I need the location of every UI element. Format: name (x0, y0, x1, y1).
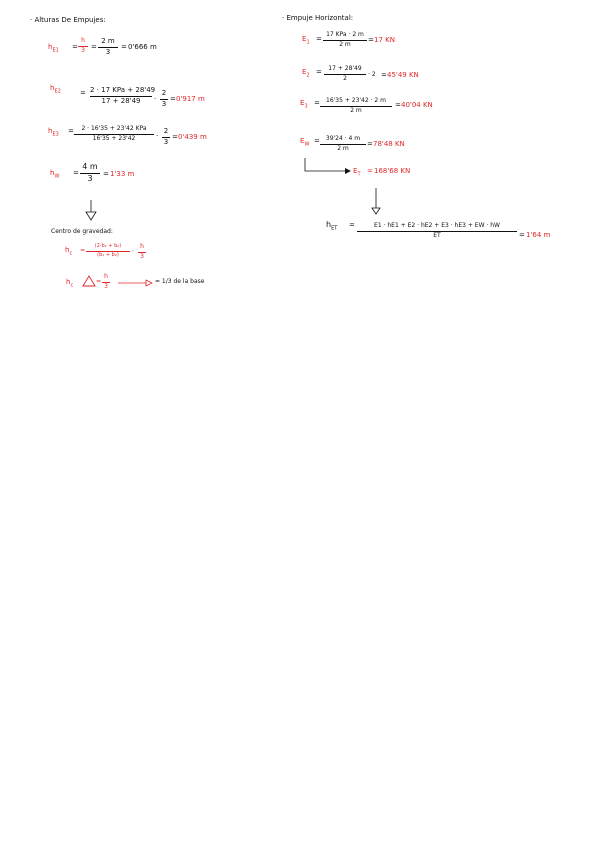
c1-frac (86, 244, 130, 258)
h1-frac-den: 3 (81, 46, 85, 54)
h3-frac2-num: 2 (163, 127, 169, 135)
c2-eq: = (96, 278, 102, 285)
e2-eq2: = (381, 71, 387, 79)
et-eq: = (367, 167, 373, 175)
h3-frac (74, 126, 154, 142)
ew-eq2: = (367, 140, 373, 148)
c1-frac2-den: 3 (140, 252, 144, 260)
h2-mult: · (154, 95, 157, 103)
h2-lhs (50, 85, 61, 94)
e1-lhs-letter: E (302, 35, 307, 43)
c2-lhs-sub: c (70, 282, 74, 289)
h2-lhs-letter: h (50, 84, 55, 92)
h1-frac (78, 38, 88, 54)
e2-mult: · 2 (368, 71, 376, 78)
h3-lhs-letter: h (48, 127, 53, 135)
e1-den: 2 m (339, 40, 351, 48)
h1-frac2-num: 2 m (101, 37, 115, 45)
h3-den: 16'35 + 23'42 (92, 134, 136, 142)
c1-num: (2·b₁ + b₂) (94, 243, 122, 249)
e2-frac (324, 66, 366, 82)
h4-frac-den: 3 (87, 173, 93, 183)
h1-eq2: = (91, 43, 97, 51)
h4-result: 1'33 m (110, 170, 135, 178)
c1-frac2 (138, 244, 146, 260)
e3-lhs (300, 100, 308, 109)
h1-lhs (48, 44, 59, 53)
final-den: ET (433, 231, 441, 239)
c2-frac-den: 3 (104, 282, 108, 290)
ew-frac (320, 136, 366, 152)
c1-lhs-sub: c (69, 250, 73, 257)
h3-num: 2 · 16'35 + 23'42 KPa (81, 125, 147, 132)
h1-eq3: = (121, 43, 127, 51)
ew-lhs (300, 138, 309, 147)
e3-eq2: = (395, 101, 401, 109)
h4-lhs (50, 170, 59, 179)
final-lhs-letter: h (326, 220, 332, 229)
h1-lhs-letter: h (48, 43, 53, 51)
final-num: E1 · hE1 + E2 · hE2 + E3 · hE3 + EW · hW (374, 222, 500, 229)
right-down-arrow-head (372, 208, 380, 214)
e2-eq: = (316, 68, 322, 76)
centroid-label: Centro de gravedad: (51, 228, 113, 235)
h4-lhs-letter: h (50, 169, 55, 177)
final-eq2: = (519, 231, 525, 239)
e2-lhs (302, 69, 310, 78)
ew-lhs-letter: E (300, 137, 305, 145)
final-lhs (326, 221, 337, 232)
e3-den: 2 m (350, 106, 362, 114)
bent-arrow-line (305, 158, 345, 171)
h3-eq: = (68, 127, 74, 135)
h4-lhs-sub: W (54, 173, 60, 180)
h1-frac2-den: 3 (105, 47, 111, 56)
c1-eq: = (80, 247, 86, 254)
e1-frac (323, 32, 367, 48)
ew-result: 78'48 KN (373, 140, 405, 148)
et-lhs-sub: T (357, 171, 361, 178)
e3-lhs-letter: E (300, 99, 305, 107)
e3-frac (320, 98, 392, 114)
h2-frac2 (160, 90, 168, 108)
e1-eq2: = (368, 36, 374, 44)
e2-lhs-sub: 2 (306, 72, 310, 79)
h2-result: 0'917 m (176, 95, 205, 103)
e1-eq: = (316, 35, 322, 43)
h1-lhs-sub: E1 (52, 47, 59, 54)
c1-den: (b₁ + b₂) (97, 251, 119, 258)
final-frac (357, 223, 517, 239)
h1-frac2 (98, 38, 118, 56)
heading-alturas: · Alturas De Empujes: (30, 16, 106, 24)
h3-eq2: = (172, 133, 178, 141)
h1-eq: = (72, 43, 78, 51)
et-lhs (353, 168, 361, 177)
h3-lhs-sub: E3 (52, 131, 59, 138)
h2-den: 17 + 28'49 (101, 96, 141, 105)
e1-result: 17 KN (374, 36, 395, 44)
red-arrow-head (146, 280, 152, 286)
c2-tail: = 1/3 de la base (155, 278, 205, 285)
h2-num: 2 · 17 KPa + 28'49 (90, 86, 156, 94)
et-result: 168'68 KN (374, 167, 411, 175)
h3-result: 0'439 m (178, 133, 207, 141)
e3-eq: = (314, 99, 320, 107)
final-lhs-sub: ET (331, 225, 338, 232)
h3-lhs (48, 128, 59, 137)
h1-frac-num: h (81, 37, 85, 44)
ew-eq: = (314, 137, 320, 145)
h4-eq: = (73, 169, 79, 177)
c1-lhs-letter: h (65, 246, 70, 254)
c1-lhs (65, 247, 72, 256)
et-lhs-letter: E (353, 167, 358, 175)
e1-lhs (302, 36, 310, 45)
e2-num: 17 + 28'49 (328, 65, 362, 72)
c2-lhs (66, 279, 73, 288)
bent-arrow-head (345, 168, 351, 174)
h2-frac2-den: 3 (161, 99, 167, 108)
h2-eq2: = (170, 95, 176, 103)
e2-den: 2 (343, 74, 347, 82)
final-eq: = (349, 221, 355, 229)
ew-den: 2 m (337, 144, 349, 152)
c1-frac2-num: h (140, 243, 144, 250)
e1-num: 17 KPa · 2 m (326, 31, 364, 38)
h4-frac (80, 163, 100, 184)
triangle-icon (83, 276, 95, 286)
e2-lhs-letter: E (302, 68, 307, 76)
h2-frac (90, 86, 156, 105)
h4-frac-num: 4 m (82, 162, 98, 171)
final-result: 1'64 m (526, 231, 551, 239)
h4-eq2: = (103, 170, 109, 178)
e1-lhs-sub: 1 (306, 39, 310, 46)
h2-frac2-num: 2 (161, 89, 167, 97)
c2-lhs-letter: h (66, 278, 71, 286)
c2-frac (102, 274, 110, 290)
c2-frac-num: h (104, 273, 108, 280)
c1-mult: · (132, 248, 134, 255)
e2-result: 45'49 KN (387, 71, 419, 79)
heading-empuje: · Empuje Horizontal: (282, 14, 354, 22)
h3-frac2-den: 3 (163, 137, 169, 146)
h3-mult: · (156, 132, 159, 140)
h2-lhs-sub: E2 (54, 88, 61, 95)
left-down-arrow-head (86, 212, 96, 220)
ew-lhs-sub: W (304, 141, 310, 148)
e3-num: 16'35 + 23'42 · 2 m (326, 97, 386, 104)
h1-result: 0'666 m (128, 43, 157, 51)
ew-num: 39'24 · 4 m (325, 135, 361, 142)
h2-eq: = (80, 89, 86, 97)
e3-lhs-sub: 3 (304, 103, 308, 110)
h3-frac2 (162, 128, 170, 146)
e3-result: 40'04 KN (401, 101, 433, 109)
